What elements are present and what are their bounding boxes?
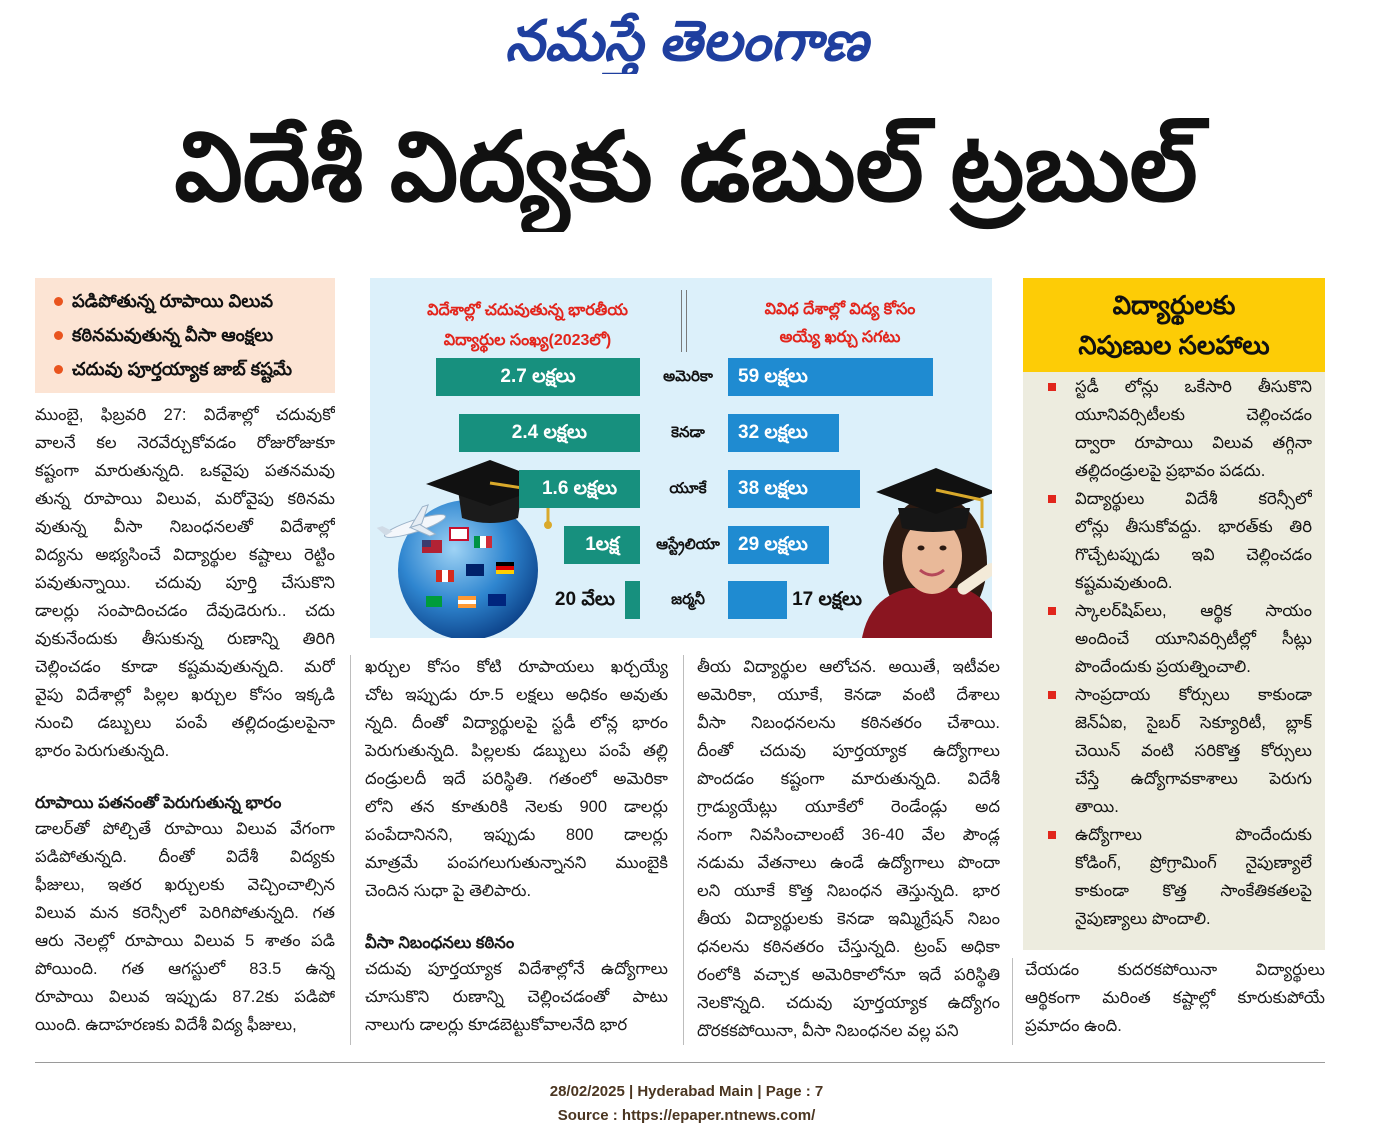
country-label: యూకే [669, 480, 707, 497]
article-paragraph [35, 815, 335, 1039]
text-line: వుతున్న వీసా నిబంధనలతో విదేశాల్లో [35, 518, 335, 536]
infographic-row [370, 358, 992, 396]
country-label: జర్మనీ [671, 591, 705, 608]
text-line: స్టడీ లోన్లు ఒకేసారి తీసుకొని [1075, 378, 1312, 396]
text-line: ఫీజులు, ఇతర ఖర్చులకు వెచ్చించాల్సిన [35, 876, 335, 894]
article-paragraph [1025, 956, 1325, 1040]
cost-value-label: 32 లక్షలు [738, 422, 808, 443]
cost-bar [728, 581, 787, 619]
cost-value-label: 29 లక్షలు [738, 534, 808, 555]
text-line: తున్న రూపాయి విలువ, మరోవైపు కఠినమ [35, 490, 335, 508]
text-line: గొచ్చేటప్పుడు ఇవి చెల్లించడం [1075, 546, 1312, 564]
expert-tips-list [1023, 372, 1325, 933]
edition-info: 28/02/2025 | Hyderabad Main | Page : 7 [549, 1083, 824, 1100]
square-bullet-icon [1048, 495, 1056, 503]
text-line: విద్యార్థులు విదేశీ కరెన్సీలో [1075, 490, 1312, 508]
text-line: వీసా నిబంధనలను కఠినతరం చేశాయి. [697, 714, 1000, 732]
infographic-row [370, 526, 992, 564]
highlight-item [35, 352, 335, 386]
expert-tips-box [1023, 278, 1325, 950]
bullet-icon [54, 365, 63, 374]
bullet-icon [54, 297, 63, 306]
tip-item [1075, 485, 1312, 597]
article-column-3 [697, 653, 1000, 1045]
page-headline: విదేశీ విద్యకు డబుల్ ట్రబుల్ [174, 114, 1198, 221]
text-line: భారం పెరుగుతున్నది. [35, 742, 170, 760]
text-line: దీంతో చదువు పూర్తయ్యాక ఉద్యోగాలు [697, 742, 1000, 760]
students-value-label: 1లక్ష [585, 534, 620, 555]
text-line: లని యూకే కొత్త నిబంధన తెస్తున్నది. భార [697, 882, 1000, 900]
article-column-2 [365, 653, 668, 1039]
tip-text [1075, 821, 1312, 933]
square-bullet-icon [1048, 383, 1056, 391]
text-line: పోయింది. గత ఆగస్టులో 83.5 ఉన్న [35, 960, 335, 978]
cost-value-label: 38 లక్షలు [738, 478, 808, 499]
text-line: ఆర్థికంగా మరింత కష్టాల్లో కూరుకుపోయే [1025, 989, 1325, 1007]
square-bullet-icon [1048, 691, 1056, 699]
students-value-label: 20 వేలు [554, 589, 615, 610]
text-line: పొందడం కష్టంగా మారుతున్నది. విదేశీ [697, 770, 1000, 788]
text-line: చదువు పూర్తయ్యాక విదేశాల్లోనే ఉద్యోగాలు [365, 960, 668, 978]
infographic [370, 278, 992, 638]
tip-item [1075, 597, 1312, 681]
text-line: కోడింగ్, ప్రోగ్రామింగ్ నైపుణ్యాలే [1075, 854, 1312, 872]
text-line: యింది. ఉదాహరణకు విదేశీ విద్య ఫీజులు, [35, 1016, 297, 1034]
expert-tips-title [1023, 278, 1325, 372]
infographic-row [370, 470, 992, 508]
bullet-icon [54, 331, 63, 340]
text-line: అందించే యూనివర్సిటీల్లో సీట్లు [1075, 630, 1312, 648]
highlight-text: పడిపోతున్న రూపాయి విలువ [72, 291, 274, 311]
highlight-text: కఠినమవుతున్న వీసా ఆంక్షలు [72, 325, 274, 345]
text-line: స్కాలర్‌షిప్‌లు, ఆర్థిక సాయం [1075, 602, 1312, 620]
text-line: పడిపోతున్నది. దీంతో విదేశీ విద్యకు [35, 848, 335, 866]
heading-divider [686, 290, 687, 352]
text-line: ప్రమాదం ఉంది. [1025, 1017, 1122, 1035]
text-line: చెయిన్ వంటి సరికొత్త కోర్సులు [1075, 742, 1312, 760]
heading-line: విద్యార్థుల సంఖ్య(2023లో) [443, 332, 612, 349]
article-paragraph [365, 653, 668, 905]
highlight-item [35, 284, 335, 318]
tip-text [1075, 373, 1312, 485]
bottom-divider [35, 1062, 1325, 1063]
square-bullet-icon [1048, 831, 1056, 839]
text-line: విలువ మన కరెన్సీలో పెరిగిపోతున్నది. గత [35, 904, 335, 922]
heading-line: అయ్యే ఖర్చు సగటు [779, 329, 901, 346]
article-column-4 [1025, 956, 1325, 1040]
text-line: తల్లిదండ్రులపై ప్రభావం పడదు. [1075, 462, 1266, 480]
column-divider [1012, 958, 1013, 1045]
source-info: Source : https://epaper.ntnews.com/ [557, 1107, 816, 1124]
text-line: తీయ విద్యార్థులకు కెనడా ఇమ్మిగ్రేషన్ నిబం [697, 910, 1000, 928]
text-line: చెల్లించడం కూడా కష్టమవుతున్నది. మరో [35, 658, 335, 676]
article-column-1 [35, 401, 335, 1039]
country-label: కెనడా [671, 424, 705, 441]
highlights-box [35, 278, 335, 393]
tip-text [1075, 681, 1312, 821]
students-value-label: 2.7 లక్షలు [500, 366, 576, 387]
students-value-label: 1.6 లక్షలు [541, 478, 618, 499]
masthead-logo: నమస్తే తెలంగాణ [505, 9, 868, 72]
tip-text [1075, 485, 1312, 597]
text-line: తాయి. [1075, 798, 1119, 816]
text-line: ఖర్చుల కోసం కోటి రూపాయలు ఖర్చయ్యే [365, 658, 668, 676]
text-line: ఉద్యోగాలు పొందేందుకు [1075, 826, 1312, 844]
text-line: నుంచి డబ్బులు పంపే తల్లిదండ్రులపైనా [35, 714, 335, 732]
text-line: వాలనే కల నెరవేర్చుకోవడం రోజురోజుకూ [35, 434, 335, 452]
cost-value-label: 17 లక్షలు [792, 589, 862, 610]
title-line: నిపుణుల సలహాలు [1078, 330, 1270, 360]
students-chart-heading [390, 296, 665, 356]
text-line: దండ్రులదీ ఇదే పరిస్థితి. గతంలో అమెరికా [365, 770, 668, 788]
text-line: కష్టమవుతుంది. [1075, 574, 1173, 592]
heading-divider [681, 290, 682, 352]
highlight-text: చదువు పూర్తయ్యాక జాబ్ కష్టమే [72, 359, 292, 379]
text-line: గ్రాడ్యుయేట్లు యూకేలో రెండేండ్లు అద [697, 798, 1000, 816]
text-line: చూసుకొని రుణాన్ని చెల్లించడంతో పాటు [365, 988, 668, 1006]
text-line: డాలర్లు సంపాదించడం దేవుడెరుగు.. చదు [35, 602, 335, 620]
text-line: దొరకకపోయినా, వీసా నిబంధనల వల్ల పని [697, 1022, 959, 1040]
text-line: నెలకొన్నది. చదువు పూర్తయ్యాక ఉద్యోగం [697, 994, 1000, 1012]
article-paragraph [35, 401, 335, 765]
text-line: లోన్లు తీసుకోవద్దు. భారత్‌కు తిరి [1075, 518, 1312, 536]
text-line: రంలోకి వచ్చాక అమెరికాలోనూ ఇదే పరిస్థితి [697, 966, 1000, 984]
text-line: అమెరికా, యూకే, కెనడా వంటి దేశాలు [697, 686, 1000, 704]
cost-value-label: 59 లక్షలు [738, 366, 808, 387]
highlights-list [35, 284, 335, 386]
heading-line: విదేశాల్లో చదువుతున్న భారతీయ [427, 302, 628, 319]
text-line: కాకుండా కొత్త సాంకేతికతలపై [1075, 882, 1312, 900]
text-line: పెరుగుతున్నది. పిల్లలకు డబ్బులు పంపే తల్లి [365, 742, 668, 760]
infographic-row [370, 581, 992, 619]
column-divider [350, 655, 351, 1045]
text-line: న్నది. దీంతో విద్యార్థులపై స్టడీ లోన్ల భారం [365, 714, 668, 732]
text-line: పంపేదానినని, ఇప్పుడు 800 డాలర్లు [365, 826, 668, 844]
text-line: పవుతున్నాయి. చదువు పూర్తి చేసుకొని [35, 574, 335, 592]
text-line: జెన్‌ఏఐ, సైబర్ సెక్యూరిటీ, బ్లాక్ [1075, 714, 1312, 732]
title-line: విద్యార్థులకు [1112, 290, 1236, 320]
text-line: తీయ విద్యార్థుల ఆలోచన. అయితే, ఇటీవల [697, 658, 1000, 676]
square-bullet-icon [1048, 607, 1056, 615]
text-line: లోని తన కూతురికి నెలకు 900 డాలర్లు [365, 798, 668, 816]
country-label: అమెరికా [663, 368, 713, 385]
highlight-item [35, 318, 335, 352]
text-line: నాలుగు డాలర్లు కూడబెట్టుకోవాలనేది భార [365, 1016, 628, 1034]
text-line: మాత్రమే పంపగలుగుతున్నానని ముంబైకి [365, 854, 668, 872]
tip-item [1075, 821, 1312, 933]
students-value-label: 2.4 లక్షలు [511, 422, 587, 443]
country-label: ఆస్ట్రేలియా [656, 536, 720, 553]
column-divider [683, 655, 684, 1045]
tip-text [1075, 597, 1312, 681]
article-paragraph [697, 653, 1000, 1045]
text-line: చేయడం కుదరకపోయినా విద్యార్థులు [1025, 961, 1325, 979]
text-line: సాంప్రదాయ కోర్సులు కాకుండా [1075, 686, 1312, 704]
text-line: రూపాయి విలువ ఇప్పుడు 87.2కు పడిపో [35, 988, 335, 1006]
text-line: పొందేందుకు ప్రయత్నించాలి. [1075, 658, 1251, 676]
text-line: డాలర్‌తో పోల్చితే రూపాయి విలువ వేగంగా [35, 820, 335, 838]
infographic-row [370, 414, 992, 452]
article-subheading: వీసా నిబంధనలు కఠినం [365, 934, 515, 952]
cost-chart-heading [728, 296, 952, 352]
heading-line: వివిధ దేశాల్లో విద్య కోసం [764, 301, 916, 318]
tip-item [1075, 681, 1312, 821]
text-line: ఆరు నెలల్లో రూపాయి విలువ 5 శాతం పడి [35, 932, 335, 950]
text-line: నడుమ వేతనాలు ఉండే ఉద్యోగాలు పొందా [697, 854, 1000, 872]
article-subheading: రూపాయి పతనంతో పెరుగుతున్న భారం [35, 794, 282, 812]
text-line: వుకునేందుకు తీసుకున్న రుణాన్ని తిరిగి [35, 630, 335, 648]
text-line: ద్వారా రూపాయి విలువ తగ్గినా [1075, 434, 1312, 452]
text-line: నంగా నివసించాలంటే 36-40 వేల పౌండ్ల [697, 826, 1000, 844]
text-line: చేస్తే ఉద్యోగావకాశాలు పెరుగు [1075, 770, 1312, 788]
tip-item [1075, 373, 1312, 485]
text-line: విద్యను అభ్యసించే విద్యార్థుల కష్టాలు రెట్టిం [35, 546, 335, 564]
text-line: వైపు విదేశాల్లో పిల్లల ఖర్చుల కోసం ఇక్కడి [35, 686, 335, 704]
text-line: చెందిన సుధా పై తెలిపారు. [365, 882, 532, 900]
text-line: నైపుణ్యాలు పొందాలి. [1075, 910, 1211, 928]
text-line: చోట ఇప్పుడు రూ.5 లక్షలు అధికం అవుతు [365, 686, 668, 704]
article-paragraph [365, 955, 668, 1039]
text-line: యూనివర్సిటీలకు చెల్లించడం [1075, 406, 1312, 424]
page-footer [0, 1080, 1373, 1128]
text-line: ధనలను కఠినతరం చేస్తున్నది. ట్రంప్ అధికా [697, 938, 1000, 956]
text-line: కష్టంగా మారుతున్నది. ఒకవైపు పతనమవు [35, 462, 335, 480]
text-line: ముంబై, ఫిబ్రవరి 27: విదేశాల్లో చదువుకో [35, 406, 335, 424]
